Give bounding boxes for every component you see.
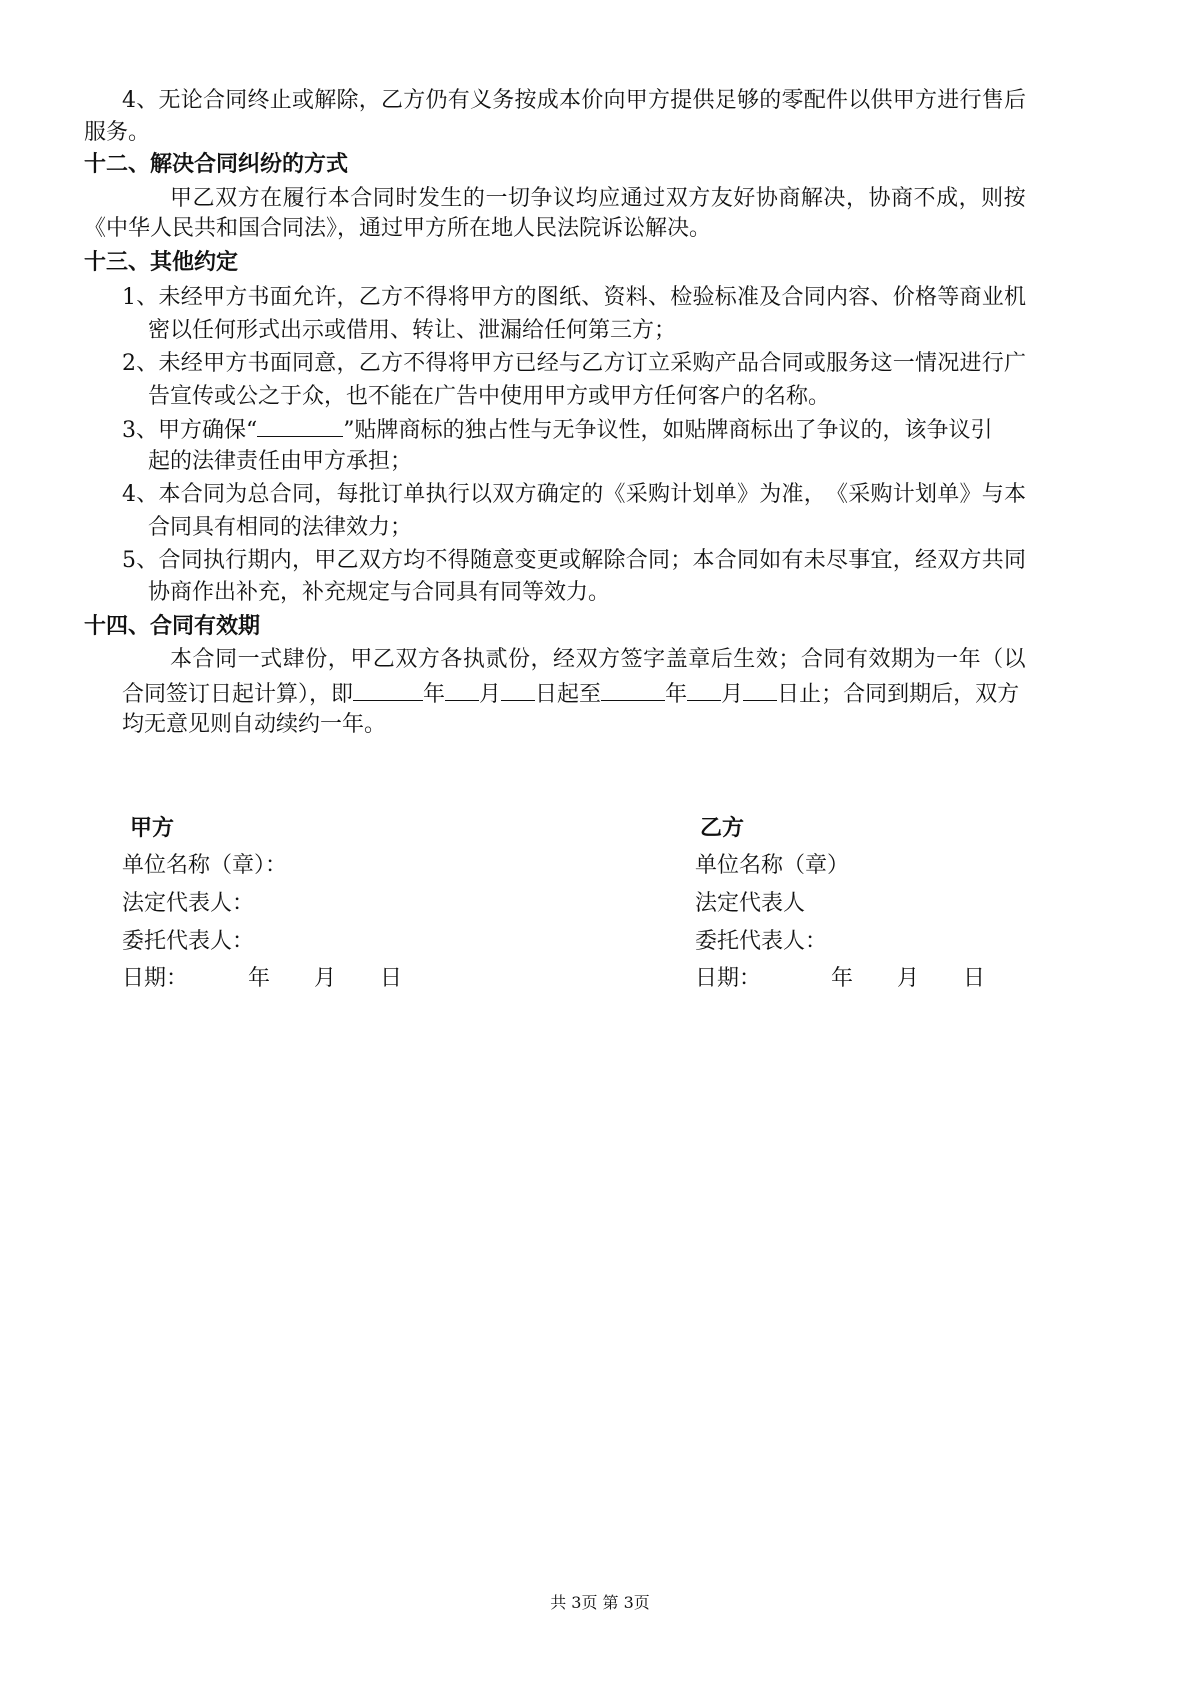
end-day-blank xyxy=(743,678,777,701)
party-b-unit-name: 单位名称（章） xyxy=(695,853,850,878)
party-b-date: 日期： 年 月 日 xyxy=(695,966,986,991)
clause13-item4-line2: 合同具有相同的法律效力； xyxy=(148,515,413,540)
clause13-item1-line2: 密以任何形式出示或借用、转让、泄漏给任何第三方； xyxy=(148,318,677,343)
party-a-unit-name: 单位名称（章）： xyxy=(122,853,288,878)
clause13-item3-line2: 起的法律责任由甲方承担； xyxy=(148,449,413,474)
party-a-date: 日期： 年 月 日 xyxy=(122,966,403,991)
party-b-legal-rep: 法定代表人 xyxy=(695,891,806,916)
clause11-item4-line2: 服务。 xyxy=(84,120,151,145)
clause13-item5-line1: 5 、 合 同 执 行 期 内 ， 甲 乙 双 方 均 不 得 随 意 变 更 或 解 除 合 同 ； 本 合 同 如 有 未 尽 事 宜 ， 经 双 方 共 同 xyxy=(122,548,1026,573)
clause13-item4-line1: 4 、 本 合 同 为 总 合 同 ， 每 批 订 单 执 行 以 双 方 确 定 的 《 采 购 计 划 单 》 为 准 ， 《 采 购 计 划 单 》 与 本 xyxy=(122,482,1026,507)
end-month-blank xyxy=(687,678,721,701)
start-month-blank xyxy=(445,678,479,701)
clause12-heading: 十二、解决合同纠纷的方式 xyxy=(84,152,349,177)
end-year-blank xyxy=(601,678,665,701)
clause12-text-line2: 《中华人民共和国合同法》，通过甲方所在地人民法院诉讼解决。 xyxy=(84,216,712,241)
start-day-blank xyxy=(501,678,535,701)
party-a-title: 甲方 xyxy=(130,816,175,841)
party-b-agent-rep: 委托代表人： xyxy=(695,929,828,954)
start-year-blank xyxy=(353,678,423,701)
party-b-title: 乙方 xyxy=(700,816,745,841)
clause13-item2-line2: 告宣传或公之于众，也不能在广告中使用甲方或甲方任何客户的名称。 xyxy=(148,384,831,409)
clause14-heading: 十四、合同有效期 xyxy=(84,614,261,639)
clause13-item5-line2: 协商作出补充，补充规定与合同具有同等效力。 xyxy=(148,580,611,605)
brand-name-blank xyxy=(257,414,343,437)
clause13-item3-line1: 3、甲方确保“ ”贴牌商标的独占性与无争议性，如贴牌商标出了争议的，该争议引 xyxy=(122,414,993,446)
clause13-heading: 十三、其他约定 xyxy=(84,250,239,275)
clause14-text-line3: 均无意见则自动续约一年。 xyxy=(122,712,387,737)
clause14-text-line2: 合同签订日起计算），即 年 月 日起至 年 月 日止；合同到期后，双方 xyxy=(122,678,1019,710)
party-a-legal-rep: 法定代表人： xyxy=(122,891,255,916)
page-footer: 共 3页 第 3页 xyxy=(550,1593,650,1612)
clause14-text-line1: 本 合 同 一 式 肆 份 ， 甲 乙 双 方 各 执 贰 份 ， 经 双 方 签 字 盖 章 后 生 效 ； 合 同 有 效 期 为 一 年 （ 以 xyxy=(170,647,1026,672)
party-a-agent-rep: 委托代表人： xyxy=(122,929,255,954)
clause13-item1-line1: 1 、 未 经 甲 方 书 面 允 许 ， 乙 方 不 得 将 甲 方 的 图 纸 、 资 料 、 检 验 标 准 及 合 同 内 容 、 价 格 等 商 业 机 xyxy=(122,285,1026,310)
clause13-item2-line1: 2 、 未 经 甲 方 书 面 同 意 ， 乙 方 不 得 将 甲 方 已 经 与 乙 方 订 立 采 购 产 品 合 同 或 服 务 这 一 情 况 进 行 广 xyxy=(122,351,1026,376)
clause12-text-line1: 甲 乙 双 方 在 履 行 本 合 同 时 发 生 的 一 切 争 议 均 应 通 过 双 方 友 好 协 商 解 决 ， 协 商 不 成 ， 则 按 xyxy=(170,186,1026,211)
clause11-item4-line1: 4 、 无 论 合 同 终 止 或 解 除 ， 乙 方 仍 有 义 务 按 成 本 价 向 甲 方 提 供 足 够 的 零 配 件 以 供 甲 方 进 行 售 后 xyxy=(122,88,1026,113)
